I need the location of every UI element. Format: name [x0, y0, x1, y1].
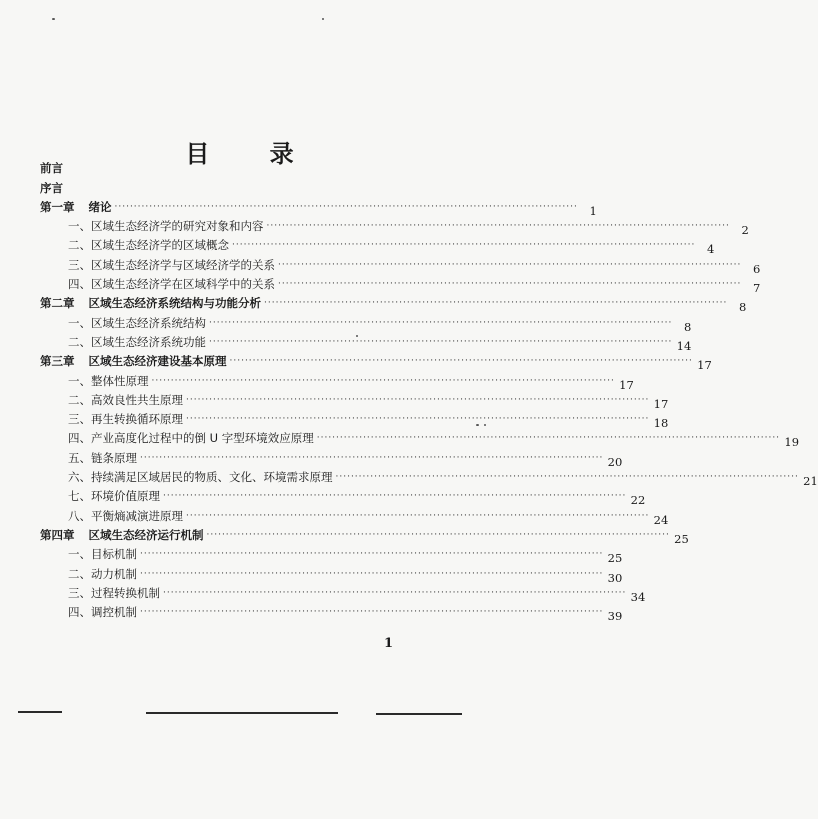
- toc-page-number: 24: [653, 512, 669, 527]
- page-number: 1: [384, 636, 394, 651]
- toc-entry-label: 二、区域生态经济学的区域概念: [68, 238, 229, 253]
- toc-entry-label: 一、区域生态经济学的研究对象和内容: [68, 219, 264, 234]
- toc-section-row: [40, 465, 818, 489]
- toc-leader-dots: ························································································································: [209, 317, 673, 328]
- toc-chapter-row: [40, 349, 712, 373]
- toc-page-number: 8: [738, 300, 747, 315]
- toc-entry-label: 四、调控机制: [68, 605, 137, 620]
- toc-page-number: 34: [630, 589, 646, 604]
- toc-leader-dots: ························································································································: [186, 414, 650, 425]
- toc-leader-dots: ························································································································: [264, 298, 728, 309]
- toc-leader-dots: ························································································································: [140, 568, 604, 579]
- toc-leader-dots: ························································································································: [140, 549, 604, 560]
- toc-entry-label: 绪论: [88, 199, 112, 214]
- toc-leader-dots: ························································································································: [232, 240, 696, 251]
- toc-entry-label: 五、链条原理: [68, 450, 137, 465]
- toc-leader-dots: ························································································································: [209, 336, 673, 347]
- toc-leader-dots: ························································································································: [114, 201, 578, 212]
- toc-entry-label: 三、区域生态经济学与区域经济学的关系: [68, 257, 275, 272]
- toc-entry-label: 一、目标机制: [68, 547, 137, 562]
- toc-chapter-number: 第一章: [40, 199, 75, 214]
- toc-page-number: 21: [803, 474, 818, 489]
- toc-page-number: 14: [676, 338, 692, 353]
- toc-entry-label: 七、环境价值原理: [68, 489, 160, 504]
- toc-page-number: 39: [607, 609, 623, 624]
- toc-leader-dots: ························································································································: [163, 491, 627, 502]
- toc-section-row: [40, 233, 715, 257]
- toc-chapter-number: 第三章: [40, 354, 75, 369]
- toc-section-row: [40, 388, 669, 411]
- toc-entry-label: 四、产业高度化过程中的倒 U 字型环境效应原理: [68, 431, 314, 446]
- toc-page-number: 7: [752, 281, 761, 296]
- toc-leader-dots: ························································································································: [229, 356, 693, 367]
- toc-entry-label: 三、过程转换机制: [68, 585, 160, 600]
- toc-entry-label: 一、整体性原理: [68, 373, 149, 388]
- toc-page-number: 25: [674, 531, 689, 546]
- toc-section-row: [40, 272, 761, 296]
- scan-speck: [322, 18, 324, 20]
- toc-entry-label: 二、高效良性共生原理: [68, 392, 183, 407]
- toc-entry-label: 区域生态经济建设基本原理: [88, 354, 227, 369]
- page-title: 目 录: [185, 139, 320, 168]
- toc-page-number: 17: [653, 396, 669, 411]
- scan-speck: [476, 424, 479, 426]
- toc-entry-label: 区域生态经济运行机制: [88, 527, 204, 542]
- toc-leader-dots: ························································································································: [316, 433, 781, 444]
- toc-chapter-number: 第二章: [40, 296, 75, 311]
- toc-page-number: 25: [607, 551, 623, 566]
- scan-edge-line: [146, 712, 338, 714]
- toc-leader-dots: ························································································································: [278, 279, 742, 290]
- toc-section-row: [40, 445, 623, 469]
- toc-leader-dots: ························································································································: [151, 375, 615, 386]
- toc-front-row: [40, 156, 414, 175]
- toc-page-number: 8: [683, 319, 692, 334]
- toc-leader-dots: ························································································································: [335, 472, 799, 483]
- toc-section-row: [40, 561, 623, 585]
- toc-page-number: 20: [607, 454, 623, 469]
- toc-chapter-heading: [40, 528, 204, 542]
- toc-chapter-row: [40, 523, 689, 546]
- toc-chapter-number: 第四章: [40, 527, 75, 542]
- toc-front-row: [40, 175, 414, 194]
- toc-leader-dots: ························································································································: [140, 452, 604, 463]
- toc-entry-label: 二、区域生态经济系统功能: [68, 334, 206, 349]
- toc-section-row: [40, 214, 749, 238]
- toc-page-number: 6: [752, 261, 761, 276]
- table-of-contents: [40, 156, 818, 624]
- toc-page-number: 1: [589, 203, 597, 218]
- toc-leader-dots: ························································································································: [186, 394, 650, 405]
- toc-entry-label: 三、再生转换循环原理: [68, 412, 183, 427]
- toc-page-number: 19: [784, 435, 800, 450]
- toc-page-number: 30: [607, 570, 623, 585]
- toc-page-number: 18: [653, 416, 669, 431]
- toc-section-row: [40, 581, 646, 604]
- toc-entry-label: 前言: [40, 161, 63, 176]
- toc-chapter-heading: [40, 200, 112, 214]
- toc-section-row: [40, 310, 692, 334]
- scan-speck: [484, 424, 486, 426]
- toc-leader-dots: ························································································································: [186, 510, 650, 521]
- toc-chapter-heading: [40, 354, 227, 368]
- toc-chapter-row: [40, 291, 747, 315]
- scan-speck: [52, 18, 55, 20]
- toc-entry-label: 区域生态经济系统结构与功能分析: [88, 296, 261, 311]
- toc-section-row: [40, 542, 623, 566]
- toc-page-number: 4: [706, 242, 715, 257]
- toc-chapter-row: [40, 195, 597, 218]
- toc-section-row: [40, 368, 634, 392]
- toc-section-row: [40, 484, 646, 508]
- toc-section-row: [40, 407, 669, 431]
- toc-entry-label: 六、持续满足区域居民的物质、文化、环境需求原理: [68, 470, 333, 485]
- toc-page-number: 17: [697, 358, 712, 373]
- toc-entry-label: 一、区域生态经济系统结构: [68, 315, 206, 330]
- toc-section-row: [40, 330, 692, 353]
- toc-page-number: 22: [630, 493, 646, 508]
- toc-leader-dots: ························································································································: [140, 607, 604, 618]
- toc-leader-dots: ························································································································: [163, 587, 627, 598]
- toc-chapter-heading: [40, 296, 261, 310]
- scan-edge-line: [376, 713, 462, 715]
- toc-section-row: [40, 252, 761, 276]
- toc-section-row: [40, 600, 623, 624]
- toc-entry-label: 序言: [40, 180, 63, 195]
- toc-entry-label: 二、动力机制: [68, 566, 137, 581]
- toc-entry-label: 四、区域生态经济学在区域科学中的关系: [68, 277, 275, 292]
- toc-leader-dots: ························································································································: [266, 221, 730, 232]
- toc-page-number: 17: [619, 377, 634, 392]
- toc-section-row: [40, 426, 800, 450]
- toc-leader-dots: ························································································································: [206, 529, 670, 540]
- scan-edge-line: [18, 711, 62, 713]
- toc-entry-label: 八、平衡熵减演进原理: [68, 508, 183, 523]
- toc-page-number: 2: [741, 223, 749, 238]
- toc-section-row: [40, 503, 669, 527]
- toc-leader-dots: ························································································································: [278, 259, 742, 270]
